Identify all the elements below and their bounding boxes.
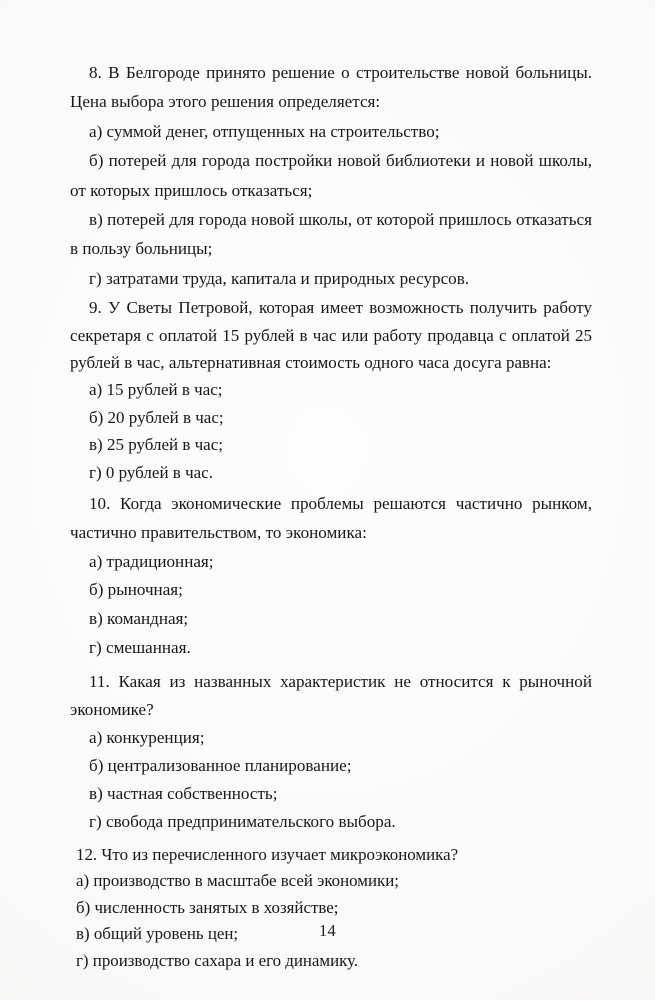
question-12-option-b: б) численность занятых в хозяйстве; (76, 897, 339, 917)
question-9-option-b: б) 20 рублей в час; (89, 407, 224, 427)
question-9-option-a: а) 15 рублей в час; (89, 380, 223, 400)
question-stem-10: 10. Когда экономические проблемы решаются частично рынком, частично правительством, то экономика: (70, 494, 592, 542)
question-11-option-a: а) конкуренция; (89, 727, 205, 747)
question-10-option-c: в) командная; (89, 609, 189, 629)
question-11-option-d: г) свобода предпринимательского выбора. (89, 811, 396, 831)
question-8-option-b: б) потерей для города постройки новой библиотеки и новой школы, от которых пришлось отказаться; (70, 151, 592, 200)
question-block-11 (70, 668, 592, 836)
question-8-option-d: г) затратами труда, капитала и природных ресурсов. (89, 268, 470, 288)
question-11-option-b: б) централизованное планирование; (89, 755, 352, 775)
question-12-option-d: г) производство сахара и его динамику. (76, 950, 359, 970)
question-stem-11: 11. Какая из названных характеристик не относится к рыночной экономике? (70, 671, 592, 719)
question-12-option-c: в) общий уровень цен; (76, 924, 239, 944)
question-11-option-c: в) частная собственность; (89, 783, 278, 803)
question-stem-8: 8. В Белгороде принято решение о строительстве новой больницы. Цена выбора этого решения определяется: (70, 63, 592, 112)
question-12-option-a: а) производство в масштабе всей экономики; (76, 871, 399, 891)
question-stem-12: 12. Что из перечисленного изучает микроэкономика? (76, 844, 459, 864)
question-10-option-a: а) традиционная; (89, 551, 214, 571)
question-block-10 (70, 490, 592, 663)
question-10-option-d: г) смешанная. (89, 638, 191, 658)
question-9-option-c: в) 25 рублей в час; (89, 435, 223, 455)
question-8-option-a: а) суммой денег, отпущенных на строительство; (89, 121, 440, 141)
question-stem-9: 9. У Светы Петровой, которая имеет возможность получить работу секретаря с оплатой 15 рублей в час или работу продавца с оплатой 25 рублей в час, альтернативная стоимость одного часа досуга равна: (70, 298, 592, 373)
question-block-8 (70, 58, 592, 293)
question-9-option-d: г) 0 рублей в час. (89, 462, 213, 482)
question-8-option-c: в) потерей для города новой школы, от которой пришлось отказаться в пользу больницы; (70, 210, 592, 259)
question-block-9 (70, 294, 592, 486)
page-number: 14 (319, 921, 336, 940)
question-block-12 (70, 842, 592, 974)
page-text-column (70, 58, 592, 974)
question-10-option-b: б) рыночная; (89, 580, 183, 600)
